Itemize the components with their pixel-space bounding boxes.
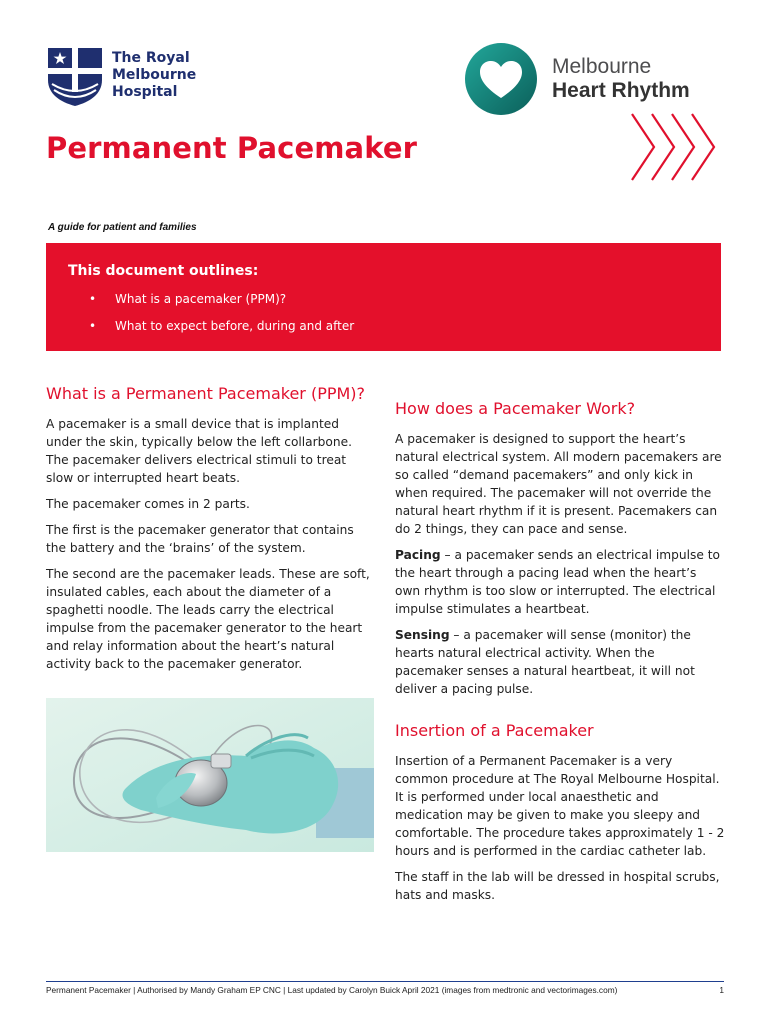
document-subtitle: A guide for patient and families: [48, 222, 197, 233]
pacing-description: – a pacemaker sends an electrical impulse to the heart through a pacing lead when the heart’s own rhythm is too slow or interrupted. The electrical impulse stimulates a heartbeat.: [395, 548, 720, 616]
bullet-icon: •: [89, 319, 97, 333]
mhr-logo-line2: Heart Rhythm: [552, 79, 690, 102]
footer-text: Permanent Pacemaker | Authorised by Mandy Graham EP CNC | Last updated by Carolyn Buick April 2021 (images from medtronic and vectorimages.com): [46, 985, 618, 995]
mhr-logo-line1: Melbourne: [552, 55, 652, 78]
document-title: Permanent Pacemaker: [46, 131, 417, 165]
mhr-logo-text: [552, 55, 690, 103]
paragraph-sensing: [395, 626, 725, 698]
footer: [46, 985, 724, 995]
mhr-logo: [464, 42, 724, 116]
paragraph: A pacemaker is a small device that is implanted under the skin, typically below the left collarbone. The pacemaker delivers electrical stimuli to treat slow or interrupted heart beats.: [46, 417, 352, 485]
outline-item-text: What is a pacemaker (PPM)?: [115, 292, 287, 306]
outline-heading: This document outlines:: [68, 263, 259, 279]
paragraph: Insertion of a Permanent Pacemaker is a very common procedure at The Royal Melbourne Hospital. It is performed under local anaesthetic and medication may be given to make you sleepy and comfortable. The procedure takes approximately 1 - 2 hours and is performed in the cardiac catheter lab.: [395, 754, 725, 858]
outline-item-text: What to expect before, during and after: [115, 319, 355, 333]
paragraph: A pacemaker is designed to support the heart’s natural electrical system. All modern pacemakers are so called “demand pacemakers” and only kick in when required. The pacemaker will not override the natural heart rhythm if it is present. Pacemakers can do 2 things, they can pace and sense.: [395, 432, 722, 536]
footer-divider: [46, 981, 724, 982]
outline-box: [46, 243, 721, 351]
rmh-crest-icon: [46, 46, 104, 108]
section-heading-insertion: Insertion of a Pacemaker: [395, 721, 594, 740]
paragraph: The second are the pacemaker leads. These are soft, insulated cables, each about the diameter of a spaghetti noodle. The leads carry the electrical impulse from the pacemaker generator to the heart and relay information about the heart’s natural activity back to the pacemaker generator.: [46, 567, 370, 671]
paragraph: The staff in the lab will be dressed in hospital scrubs, hats and masks.: [395, 870, 720, 902]
paragraph-pacing: [395, 546, 725, 618]
term-sensing: Sensing: [395, 628, 450, 642]
left-column: [46, 383, 376, 681]
chevrons-decoration-icon: [628, 112, 728, 182]
heart-logo-icon: [464, 42, 538, 116]
page-number: 1: [719, 985, 724, 995]
rmh-logo: [46, 46, 216, 110]
paragraph: The first is the pacemaker generator that contains the battery and the ‘brains’ of the system.: [46, 523, 354, 555]
section-heading-how-it-works: How does a Pacemaker Work?: [395, 399, 636, 418]
right-column: [395, 398, 725, 912]
outline-list: [86, 291, 354, 345]
rmh-logo-line: The Royal: [112, 50, 190, 66]
rmh-logo-line: Melbourne: [112, 67, 197, 83]
pacemaker-in-hand-image: [46, 698, 374, 852]
rmh-logo-text: [112, 50, 222, 101]
outline-item: [86, 291, 354, 307]
section-heading-what-is-ppm: What is a Permanent Pacemaker (PPM)?: [46, 384, 366, 403]
term-pacing: Pacing: [395, 548, 441, 562]
bullet-icon: •: [89, 292, 97, 306]
paragraph: The pacemaker comes in 2 parts.: [46, 497, 250, 511]
sensing-description: – a pacemaker will sense (monitor) the hearts natural electrical activity. When the pacemaker senses a natural heartbeat, it will not deliver a pacing pulse.: [395, 628, 695, 696]
rmh-logo-line: Hospital: [112, 84, 178, 100]
outline-item: [86, 318, 354, 334]
